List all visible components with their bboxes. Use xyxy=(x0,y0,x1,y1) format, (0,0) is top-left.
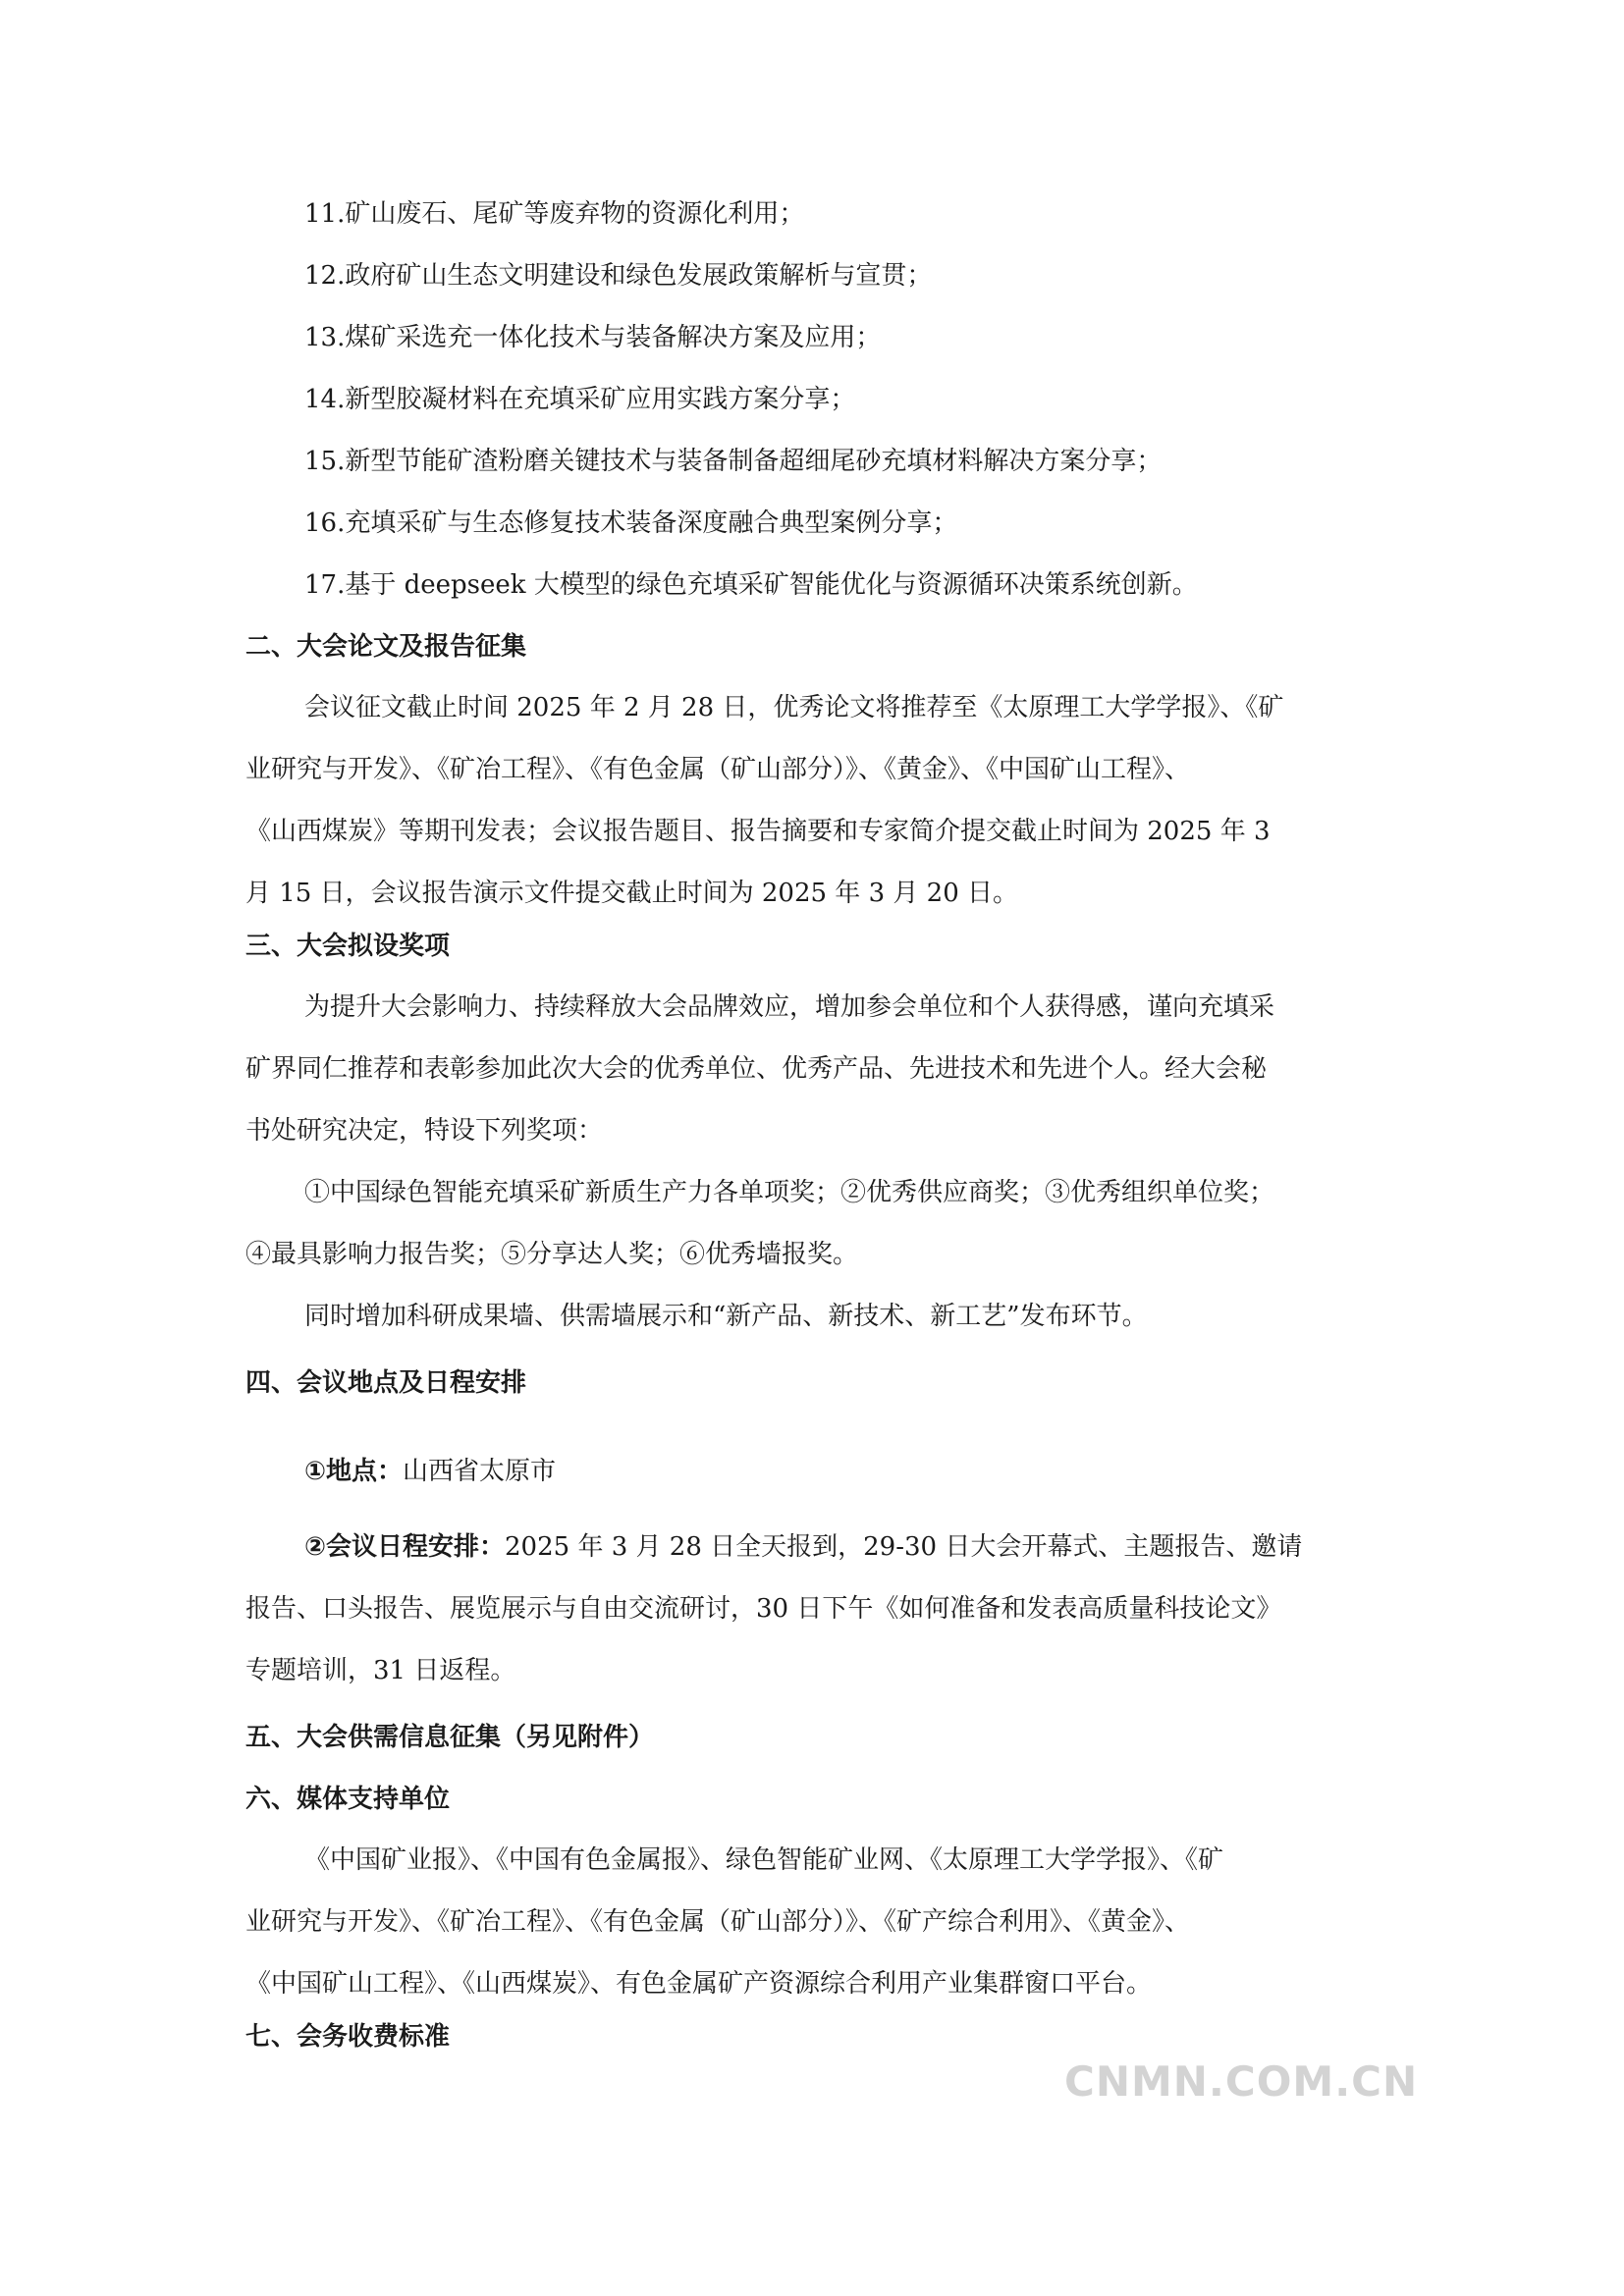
section-heading-supply-demand: 五、大会供需信息征集（另见附件） xyxy=(245,1723,655,1752)
list-item: 12.政府矿山生态文明建设和绿色发展政策解析与宣贯； xyxy=(304,261,933,291)
venue-line xyxy=(245,1441,1386,1503)
paragraph-line: 报告、口头报告、展览展示与自由交流研讨，30 日下午《如何准备和发表高质量科技论文》 xyxy=(245,1594,1282,1624)
paragraph-line: 《山西煤炭》等期刊发表；会议报告题目、报告摘要和专家简介提交截止时间为 2025 年 3 xyxy=(245,817,1271,846)
paragraph-line: 会议征文截止时间 2025 年 2 月 28 日，优秀论文将推荐至《太原理工大学学报》、《矿 xyxy=(304,693,1284,722)
schedule-label: ②会议日程安排： xyxy=(304,1532,506,1562)
paragraph-line: ①中国绿色智能充填采矿新质生产力各单项奖；②优秀供应商奖；③优秀组织单位奖； xyxy=(304,1178,1275,1207)
section-heading-venue: 四、会议地点及日程安排 xyxy=(245,1368,527,1398)
awards-extra-paragraph: 同时增加科研成果墙、供需墙展示和“新产品、新技术、新工艺”发布环节。 xyxy=(304,1302,1148,1331)
list-item: 11.矿山废石、尾矿等废弃物的资源化利用； xyxy=(304,199,805,229)
paragraph-line: 《中国矿山工程》、《山西煤炭》、有色金属矿产资源综合利用产业集群窗口平台。 xyxy=(245,1969,1153,1999)
paragraph-line: 书处研究决定，特设下列奖项： xyxy=(245,1116,604,1146)
papers-paragraph xyxy=(245,677,1386,925)
paragraph-line: 《中国矿业报》、《中国有色金属报》、绿色智能矿业网、《太原理工大学学报》、《矿 xyxy=(304,1845,1224,1875)
list-item: 17.基于 deepseek 大模型的绿色充填采矿智能优化与资源循环决策系统创新。 xyxy=(304,570,1198,600)
section-heading-papers: 二、大会论文及报告征集 xyxy=(245,632,527,662)
list-item: 14.新型胶凝材料在充填采矿应用实践方案分享； xyxy=(304,385,856,414)
section-heading-media: 六、媒体支持单位 xyxy=(245,1785,451,1814)
schedule-paragraph xyxy=(245,1517,1386,1702)
list-item: 13.煤矿采选充一体化技术与装备解决方案及应用； xyxy=(304,323,882,352)
paragraph-line: ④最具影响力报告奖；⑤分享达人奖；⑥优秀墙报奖。 xyxy=(245,1240,859,1269)
list-item: 15.新型节能矿渣粉磨关键技术与装备制备超细尾砂充填材料解决方案分享； xyxy=(304,447,1163,476)
paragraph-line xyxy=(245,1517,1386,1578)
document-body xyxy=(245,196,1386,2081)
awards-intro-paragraph xyxy=(245,977,1386,1162)
section-heading-awards: 三、大会拟设奖项 xyxy=(245,932,451,961)
site-watermark: CNMN.COM.CN xyxy=(1064,2057,1419,2106)
venue-value: 山西省太原市 xyxy=(403,1457,557,1486)
topic-list xyxy=(245,196,1386,629)
paragraph-line: 业研究与开发》、《矿冶工程》、《有色金属（矿山部分）》、《矿产综合利用》、《黄金》、 xyxy=(245,1907,1191,1937)
schedule-text: 2025 年 3 月 28 日全天报到，29-30 日大会开幕式、主题报告、邀请 xyxy=(505,1532,1303,1562)
paragraph-line: 为提升大会影响力、持续释放大会品牌效应，增加参会单位和个人获得感，谨向充填采 xyxy=(304,992,1275,1022)
list-item: 16.充填采矿与生态修复技术装备深度融合典型案例分享； xyxy=(304,508,958,538)
paragraph-line: 月 15 日，会议报告演示文件提交截止时间为 2025 年 3 月 20 日。 xyxy=(245,879,1018,908)
venue-label: ①地点： xyxy=(304,1457,404,1486)
section-heading-fees: 七、会务收费标准 xyxy=(245,2022,451,2052)
paragraph-line: 业研究与开发》、《矿冶工程》、《有色金属（矿山部分）》、《黄金》、《中国矿山工程》、 xyxy=(245,755,1191,784)
media-paragraph xyxy=(245,1830,1386,2015)
paragraph-line: 矿界同仁推荐和表彰参加此次大会的优秀单位、优秀产品、先进技术和先进个人。经大会秘 xyxy=(245,1054,1268,1084)
paragraph-line: 专题培训，31 日返程。 xyxy=(245,1656,516,1685)
awards-list-paragraph xyxy=(245,1162,1386,1286)
